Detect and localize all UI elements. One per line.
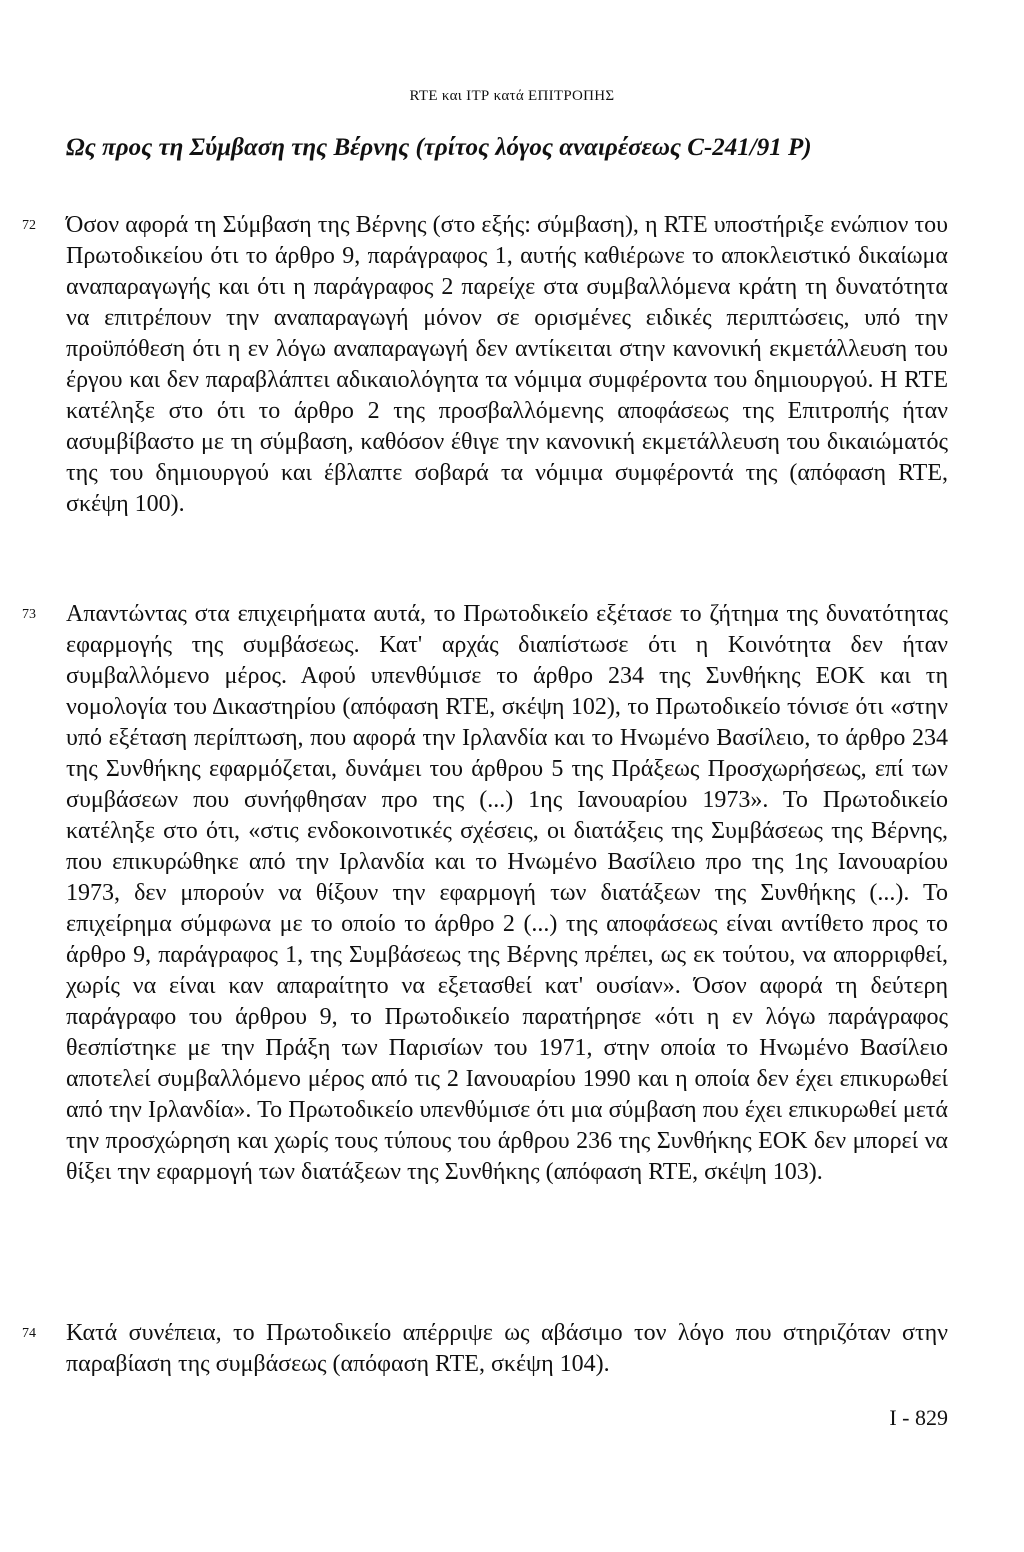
page-number: I - 829 — [889, 1405, 948, 1430]
paragraph-72: Όσον αφορά τη Σύμβαση της Βέρνης (στο εξής: σύμβαση), η RTE υποστήριξε ενώπιον του Πρωτοδικείου ότι το άρθρο 9, παράγραφος 1, αυτής καθιέρωνε το αποκλειστικό δικαίωμα αναπαραγωγής και ότι η παράγραφος 2 παρείχε στα συμβαλλόμενα κράτη τη δυνατότητα να επιτρέπουν την αναπαραγωγή μόνον σε ορισμένες ειδικές περιπτώσεις, υπό την προϋπόθεση ότι η εν λόγω αναπαραγωγή δεν αντίκειται στην κανονική εκμετάλλευση του έργου και δεν παραβλάπτει αδικαιολόγητα τα νόμιμα συμφέροντα του δημιουργού. Η RTE κατέληξε στο ότι το άρθρο 2 της προσβαλλόμενης αποφάσεως της Επιτροπής ήταν ασυμβίβαστο με τη σύμβαση, καθόσον έθιγε την κανονική εκμετάλλευση του δικαιώματός της του δημιουργού και έβλαπτε σοβαρά τα νόμιμα συμφέροντά της (απόφαση RTE, σκέψη 100). — [66, 212, 948, 517]
running-header: RTE και ΙΤΡ κατά ΕΠΙΤΡΟΠΗΣ — [409, 88, 615, 104]
paragraph-number: 74 — [22, 1326, 36, 1341]
paragraph-number: 72 — [22, 218, 36, 233]
paragraph-73: Απαντώντας στα επιχειρήματα αυτά, το Πρωτοδικείο εξέτασε το ζήτημα της δυνατότητας εφαρμογής της συμβάσεως. Κατ' αρχάς διαπίστωσε ότι η Κοινότητα δεν ήταν συμβαλλόμενο μέρος. Αφού υπενθύμισε το άρθρο 234 της Συνθήκης ΕΟΚ και τη νομολογία του Δικαστηρίου (απόφαση RTE, σκέψη 102), το Πρωτοδικείο τόνισε ότι «στην υπό εξέταση περίπτωση, που αφορά την Ιρλανδία και το Ηνωμένο Βασίλειο, το άρθρο 234 της Συνθήκης εφαρμόζεται, δυνάμει του άρθρου 5 της Πράξεως Προσχωρήσεως, επί των συμβάσεων που συνήφθησαν προ της (...) 1ης Ιανουαρίου 1973». Το Πρωτοδικείο κατέληξε στο ότι, «στις ενδοκοινοτικές σχέσεις, οι διατάξεις της Συμβάσεως της Βέρνης, που επικυρώθηκε από την Ιρλανδία και το Ηνωμένο Βασίλειο προ της 1ης Ιανουαρίου 1973, δεν μπορούν να θίξουν την εφαρμογή των διατάξεων της Συνθήκης (...). Το επιχείρημα σύμφωνα με το οποίο το άρθρο 2 (...) της αποφάσεως είναι αντίθετο προς το άρθρο 9, παράγραφος 1, της Συμβάσεως της Βέρνης πρέπει, ως εκ τούτου, να απορριφθεί, χωρίς να είναι καν απαραίτητο να εξετασθεί κατ' ουσίαν». Όσον αφορά τη δεύτερη παράγραφο του άρθρου 9, το Πρωτοδικείο παρατήρησε «ότι η εν λόγω παράγραφος θεσπίστηκε με την Πράξη των Παρισίων του 1971, στην οποία το Ηνωμένο Βασίλειο αποτελεί συμβαλλόμενο μέρος από τις 2 Ιανουαρίου 1990 και η οποία δεν έχει επικυρωθεί από την Ιρλανδία». Το Πρωτοδικείο υπενθύμισε ότι μια σύμβαση που έχει επικυρωθεί μετά την προσχώρηση και χωρίς τους τύπους του άρθρου 236 της Συνθήκης ΕΟΚ δεν μπορεί να θίξει την εφαρμογή των διατάξεων της Συνθήκης (απόφαση RTE, σκέψη 103). — [66, 601, 948, 1185]
paragraph-74: Κατά συνέπεια, το Πρωτοδικείο απέρριψε ως αβάσιμο τον λόγο που στηριζόταν στην παραβίαση της συμβάσεως (απόφαση RTE, σκέψη 104). — [66, 1320, 948, 1377]
section-heading: Ως προς τη Σύμβαση της Βέρνης (τρίτος λόγος αναιρέσεως C-241/91 P) — [66, 134, 812, 161]
paragraph-number: 73 — [22, 607, 36, 622]
